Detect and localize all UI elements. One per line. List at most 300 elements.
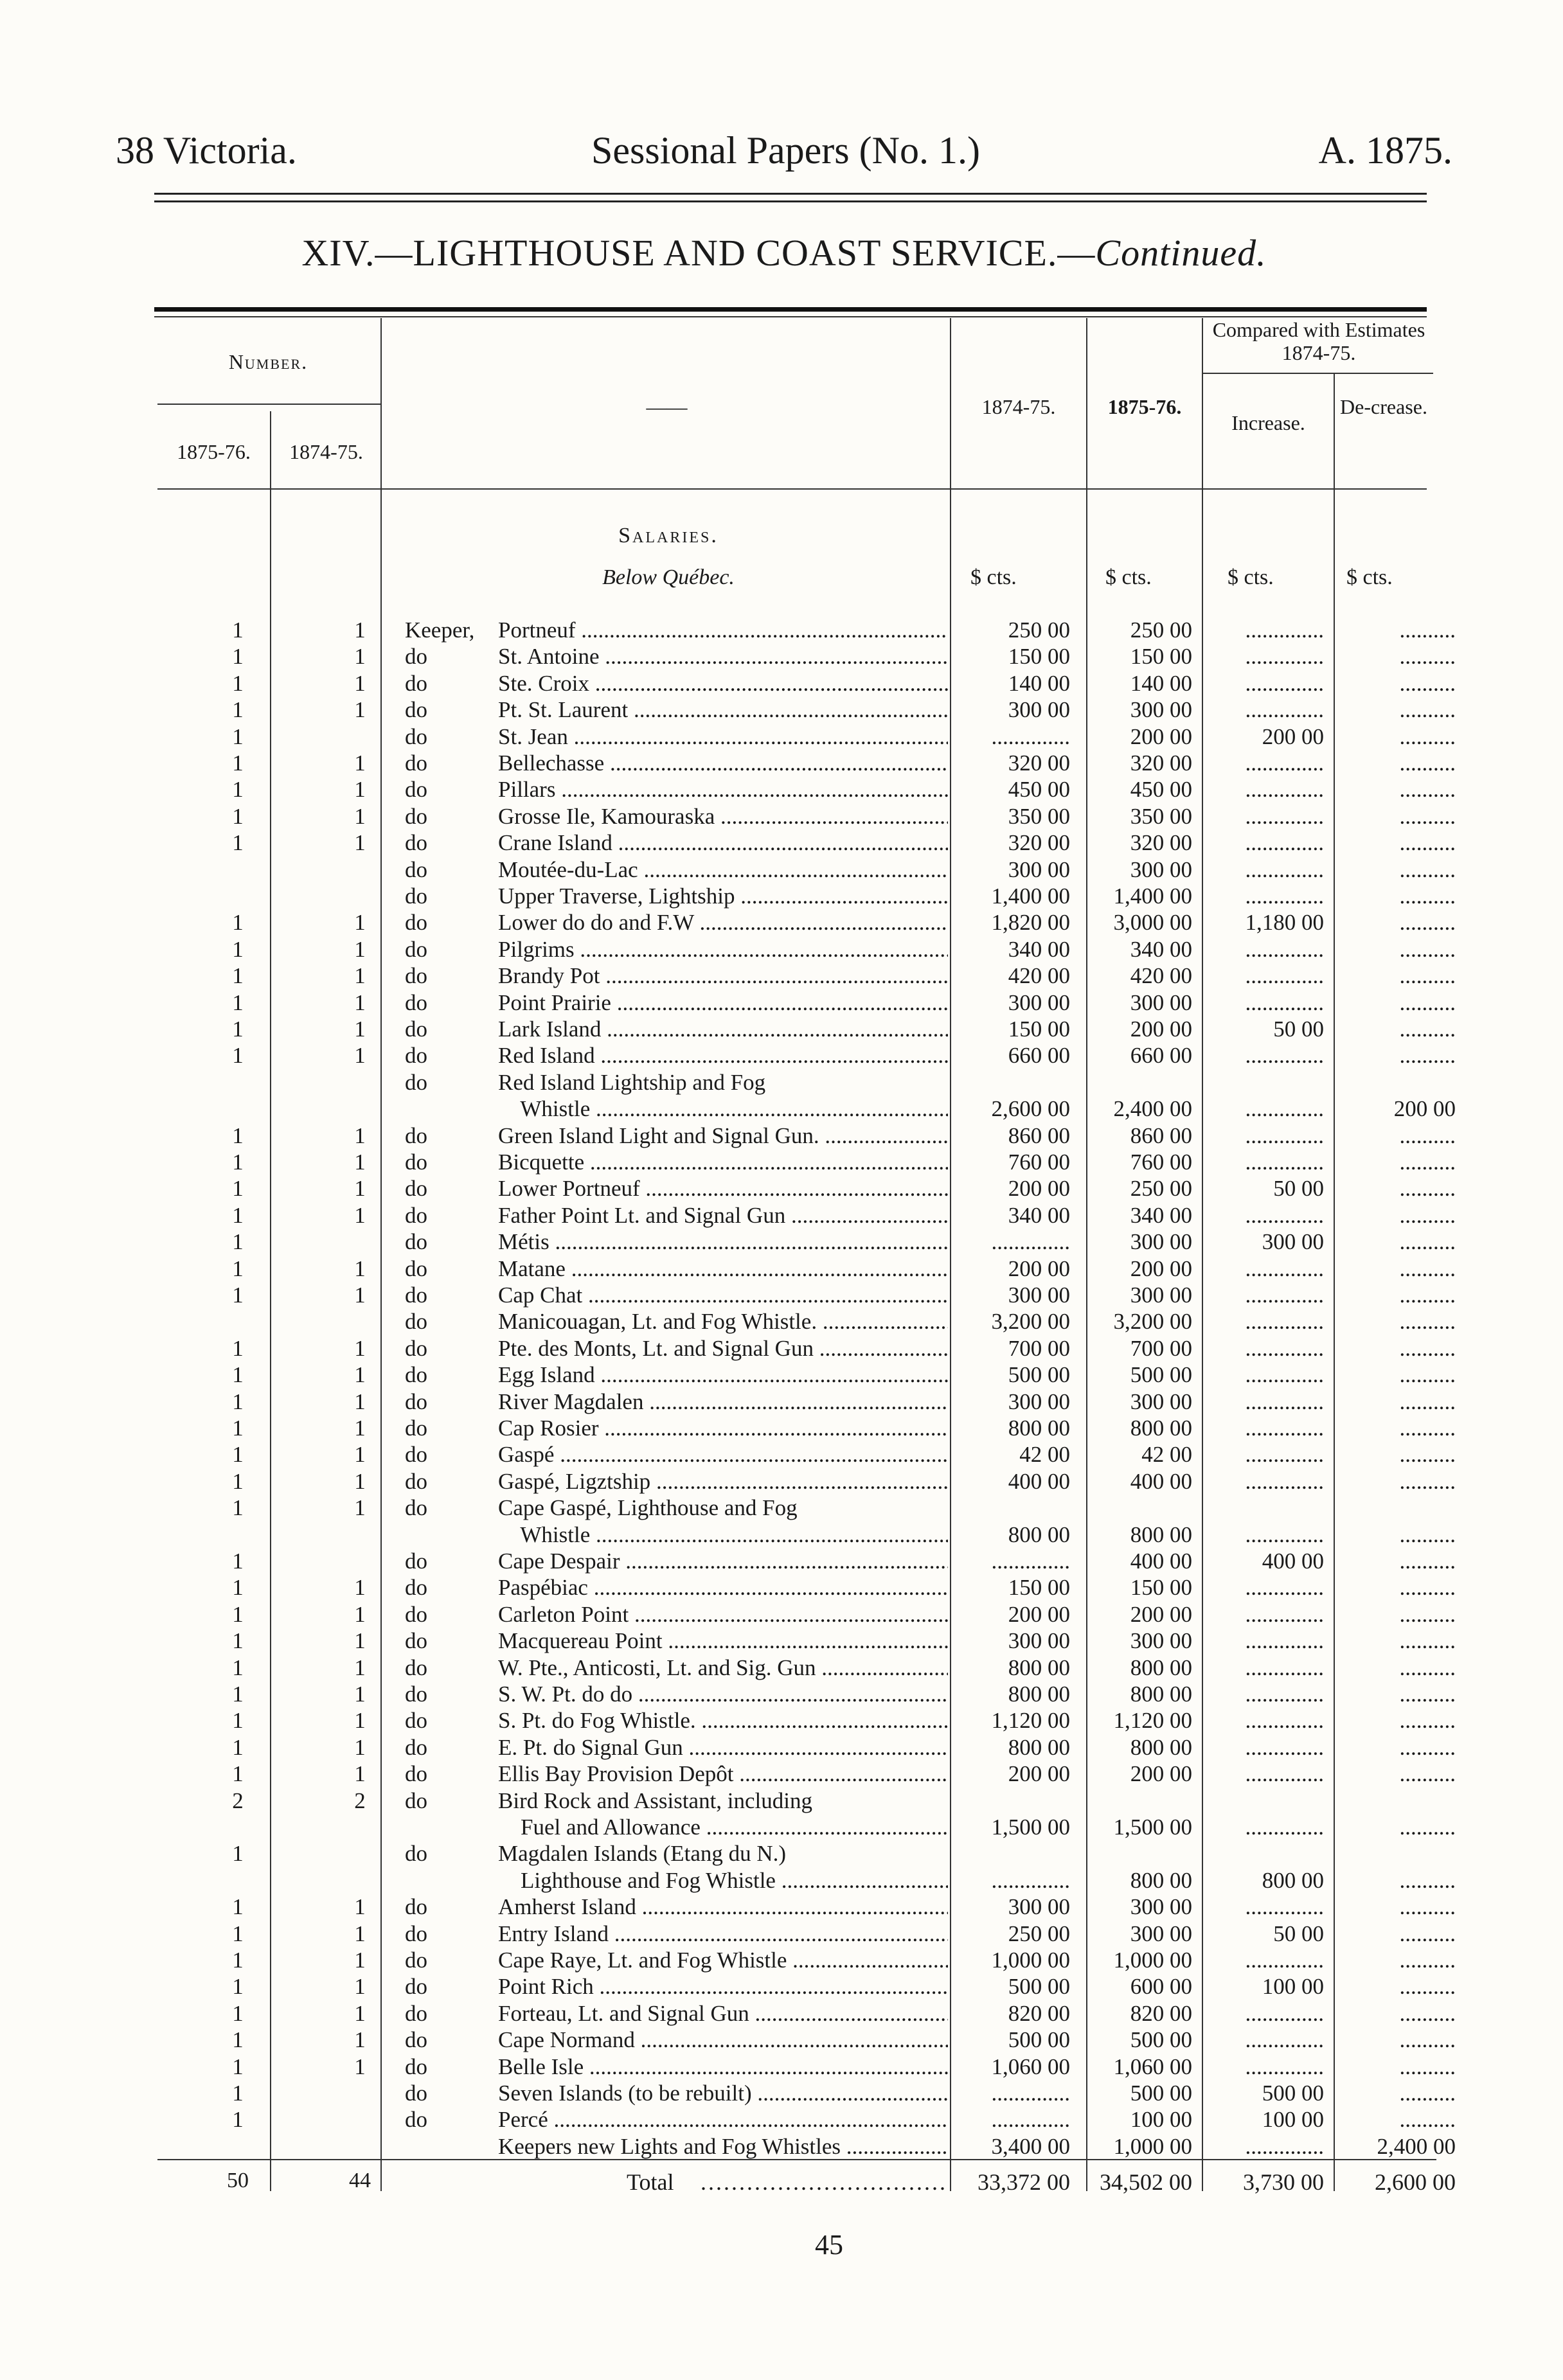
table-row [0,1495,1563,1522]
row-description: Forteau, Lt. and Signal Gun ..... [498,2000,948,2027]
row-est-1875-76: 800 00 [1130,1522,1192,1547]
row-description: Fuel and Allowance ..... [498,1814,948,1841]
row-number-1874-75: 1 [354,1283,366,1308]
table-row [0,909,1563,936]
table-row [0,697,1563,724]
row-number-1875-76: 1 [232,1921,244,1946]
hdr-desc: —— [646,395,688,418]
row-number-1875-76: 1 [232,697,244,723]
row-prefix: do [405,670,427,696]
row-number-1875-76: 1 [232,617,244,643]
row-decrease: .......... [1399,990,1456,1015]
row-number-1875-76: 1 [232,670,244,696]
row-number-1874-75: 1 [354,670,366,696]
row-number-1874-75: 1 [354,936,366,962]
table-row [0,857,1563,884]
table-row [0,2106,1563,2133]
row-est-1875-76: 500 00 [1130,1362,1192,1388]
hdr-est-75: 1874-75. [981,395,1056,418]
row-description: Pillars ..... [498,776,948,803]
row-description: St. Jean ..... [498,724,948,750]
row-est-1875-76: 600 00 [1130,1974,1192,2000]
row-decrease: .......... [1399,1229,1456,1255]
row-increase: .............. [1245,2133,1324,2159]
row-prefix: do [405,1734,427,1760]
table-row [0,1548,1563,1575]
hdr-col-76: 1875-76. [177,440,251,463]
table-row [0,1894,1563,1921]
row-est-1874-75: 400 00 [1008,1468,1070,1494]
row-est-1875-76: 300 00 [1130,697,1192,723]
row-est-1874-75: 660 00 [1008,1043,1070,1069]
row-increase: .............. [1245,1335,1324,1361]
row-decrease: .......... [1399,857,1456,882]
row-description: Cape Raye, Lt. and Fog Whistle ..... [498,1947,948,1974]
row-est-1874-75: 1,120 00 [991,1708,1070,1734]
row-description: Magdalen Islands (Etang du N.) [498,1841,787,1867]
row-decrease: .......... [1399,963,1456,989]
double-rule-bottom [154,200,1427,202]
row-number-1875-76: 1 [232,963,244,989]
table-row [0,1522,1563,1549]
table-row [0,1229,1563,1256]
table-row [0,1681,1563,1708]
row-description: Cape Despair ..... [498,1548,948,1575]
total-label: Total [627,2169,674,2195]
row-increase: .............. [1245,1123,1324,1148]
row-number-1874-75: 1 [354,1017,366,1042]
row-description: Ellis Bay Provision Depôt ..... [498,1761,948,1788]
row-est-1875-76: 250 00 [1130,617,1192,643]
row-est-1875-76: 150 00 [1130,644,1192,670]
row-description: Red Island Lightship and Fog [498,1069,766,1095]
row-est-1875-76: 300 00 [1130,990,1192,1015]
row-description: Green Island Light and Signal Gun. ..... [498,1123,948,1150]
row-est-1874-75: 3,200 00 [991,1309,1070,1335]
row-prefix: do [405,910,427,936]
row-decrease: .......... [1399,1601,1456,1627]
row-number-1874-75: 1 [354,1575,366,1601]
row-est-1874-75: 140 00 [1008,670,1070,696]
row-decrease: .......... [1399,2081,1456,2106]
row-description: Point Prairie ..... [498,990,948,1017]
row-est-1874-75: .............. [991,2081,1070,2106]
table-row [0,1574,1563,1601]
row-number-1875-76: 1 [232,1894,244,1920]
row-number-1875-76: 1 [232,1283,244,1308]
table-row [0,1628,1563,1655]
row-description: Red Island ..... [498,1042,948,1069]
row-prefix: do [405,2054,427,2079]
row-increase: 100 00 [1262,1974,1324,2000]
row-prefix: do [405,2107,427,2133]
row-est-1874-75: 800 00 [1008,1734,1070,1760]
row-decrease: .......... [1399,910,1456,936]
row-decrease: .......... [1399,1894,1456,1920]
row-description: Pte. des Monts, Lt. and Signal Gun ..... [498,1335,948,1362]
row-est-1874-75: .............. [991,1867,1070,1893]
row-number-1875-76: 1 [232,1176,244,1202]
row-increase: .............. [1245,884,1324,909]
row-increase: .............. [1245,750,1324,776]
row-increase: 800 00 [1262,1867,1324,1893]
row-description: Point Rich ..... [498,1973,948,2000]
row-description: Cape Normand ..... [498,2027,948,2054]
row-increase: 300 00 [1262,1229,1324,1255]
row-est-1875-76: 800 00 [1130,1734,1192,1760]
row-description: Belle Isle ..... [498,2054,948,2081]
row-number-1874-75: 1 [354,1043,366,1069]
row-increase: .............. [1245,1309,1324,1335]
row-increase: .............. [1245,1362,1324,1388]
row-est-1874-75: 800 00 [1008,1655,1070,1680]
row-est-1874-75: 300 00 [1008,857,1070,882]
row-prefix: do [405,1256,427,1281]
row-prefix: do [405,936,427,962]
row-description: W. Pte., Anticosti, Lt. and Sig. Gun ..... [498,1655,948,1682]
row-est-1875-76: 300 00 [1130,1921,1192,1946]
row-number-1874-75: 1 [354,2000,366,2026]
table-row [0,1761,1563,1788]
row-increase: .............. [1245,830,1324,856]
row-description: Cape Gaspé, Lighthouse and Fog [498,1495,798,1521]
row-number-1874-75: 1 [354,803,366,829]
row-number-1874-75: 1 [354,1628,366,1654]
table-row [0,1335,1563,1362]
row-decrease: .......... [1399,1362,1456,1388]
row-description: Crane Island ..... [498,830,948,857]
row-number-1875-76: 1 [232,2000,244,2026]
row-description: Lower do do and F.W ..... [498,909,948,936]
row-est-1875-76: 42 00 [1141,1442,1192,1468]
section-title: Salaries. [618,524,719,547]
row-number-1874-75: 1 [354,1335,366,1361]
row-increase: .............. [1245,936,1324,962]
row-number-1875-76: 1 [232,1708,244,1734]
table-row [0,1947,1563,1974]
row-number-1875-76: 1 [232,724,244,749]
row-number-1875-76: 1 [232,1416,244,1441]
title-rule-thick [154,307,1427,312]
row-est-1874-75: 1,400 00 [991,884,1070,909]
row-prefix: do [405,1921,427,1946]
row-decrease: .......... [1399,1682,1456,1707]
row-est-1874-75: 340 00 [1008,936,1070,962]
row-est-1875-76: 1,060 00 [1113,2054,1192,2079]
row-decrease: .......... [1399,1974,1456,2000]
row-number-1875-76: 1 [232,1841,244,1867]
row-number-1874-75: 1 [354,1734,366,1760]
row-number-1874-75: 1 [354,1708,366,1734]
table-row [0,830,1563,857]
table-row [0,1069,1563,1096]
row-est-1875-76: 760 00 [1130,1150,1192,1175]
row-est-1874-75: 1,820 00 [991,910,1070,936]
row-description: Grosse Ile, Kamouraska ..... [498,803,948,830]
total-increase: 3,730 00 [1243,2169,1324,2195]
table-row [0,1973,1563,2000]
row-increase: .............. [1245,803,1324,829]
row-est-1875-76: 300 00 [1130,1283,1192,1308]
row-prefix: do [405,1283,427,1308]
row-prefix: do [405,1495,427,1521]
row-increase: .............. [1245,990,1324,1015]
row-number-1875-76: 1 [232,1655,244,1680]
row-number-1875-76: 1 [232,1495,244,1521]
row-prefix: do [405,697,427,723]
row-est-1874-75: 450 00 [1008,777,1070,803]
row-prefix: do [405,724,427,749]
row-est-1875-76: 700 00 [1130,1335,1192,1361]
row-number-1874-75: 1 [354,2027,366,2053]
row-description: Matane ..... [498,1256,948,1283]
row-est-1874-75: 350 00 [1008,803,1070,829]
row-increase: .............. [1245,2000,1324,2026]
row-increase: .............. [1245,1655,1324,1680]
row-decrease: .......... [1399,884,1456,909]
row-prefix: do [405,1229,427,1255]
row-number-1874-75: 1 [354,1682,366,1707]
row-increase: .............. [1245,1761,1324,1787]
row-est-1875-76: 860 00 [1130,1123,1192,1148]
row-number-1875-76: 1 [232,1974,244,2000]
row-est-1875-76: 1,000 00 [1113,1948,1192,1973]
row-number-1874-75: 1 [354,1389,366,1414]
table-row [0,1814,1563,1841]
hdr-rule-number [157,404,381,405]
row-decrease: .......... [1399,1176,1456,1202]
row-description: Cap Rosier ..... [498,1415,948,1442]
row-prefix: do [405,1575,427,1601]
row-prefix: do [405,1549,427,1574]
row-description: Percé ..... [498,2106,948,2133]
row-est-1874-75: 500 00 [1008,1362,1070,1388]
row-est-1874-75: 860 00 [1008,1123,1070,1148]
row-increase: 400 00 [1262,1549,1324,1574]
table-row [0,1149,1563,1176]
running-head [116,129,1452,173]
row-number-1875-76: 1 [232,1335,244,1361]
row-increase: .............. [1245,1815,1324,1840]
row-prefix: do [405,1442,427,1468]
row-prefix: do [405,1335,427,1361]
row-description: Gaspé, Ligztship ..... [498,1468,948,1495]
row-number-1874-75: 1 [354,1894,366,1920]
table-row [0,750,1563,777]
row-increase: .............. [1245,1468,1324,1494]
row-est-1874-75: 300 00 [1008,1389,1070,1414]
row-increase: .............. [1245,670,1324,696]
row-number-1875-76: 1 [232,1229,244,1255]
row-prefix: do [405,1894,427,1920]
row-prefix: do [405,1202,427,1228]
row-increase: 50 00 [1273,1921,1324,1946]
row-number-1874-75: 1 [354,1256,366,1281]
table-row [0,1123,1563,1150]
hdr-compared: Compared with Estimates 1874-75. [1212,318,1425,364]
row-prefix: do [405,1788,427,1813]
row-description: S. Pt. do Fog Whistle. ..... [498,1707,948,1734]
row-prefix: do [405,1123,427,1148]
row-number-1875-76: 1 [232,2027,244,2053]
row-decrease: .......... [1399,830,1456,856]
row-increase: .............. [1245,1708,1324,1734]
row-description: S. W. Pt. do do ..... [498,1681,948,1708]
hdr-rule-compared [1202,373,1433,374]
row-prefix: do [405,857,427,882]
title-rule-thin [154,316,1427,317]
row-est-1875-76: 500 00 [1130,2027,1192,2053]
row-increase: .............. [1245,2054,1324,2079]
row-number-1875-76: 1 [232,1575,244,1601]
total-est76: 34,502 00 [1100,2169,1192,2195]
row-increase: .............. [1245,1442,1324,1468]
row-number-1875-76: 1 [232,1682,244,1707]
row-number-1875-76: 1 [232,803,244,829]
row-decrease: .......... [1399,644,1456,670]
row-description: Portneuf ..... [498,617,948,644]
table-row [0,724,1563,750]
row-est-1875-76: 300 00 [1130,1894,1192,1920]
row-description: Paspébiac ..... [498,1574,948,1601]
row-decrease: .......... [1399,1815,1456,1840]
row-prefix: do [405,1389,427,1414]
hdr-decrease: De-crease. [1340,395,1427,418]
row-number-1874-75: 1 [354,963,366,989]
row-est-1875-76: 800 00 [1130,1416,1192,1441]
table-row [0,1734,1563,1761]
row-prefix: do [405,1017,427,1042]
row-decrease: .......... [1399,1202,1456,1228]
row-decrease: .......... [1399,1017,1456,1042]
row-decrease: .......... [1399,1468,1456,1494]
row-decrease: .......... [1399,1708,1456,1734]
row-decrease: .......... [1399,1628,1456,1654]
page-title [116,231,1452,274]
row-number-1875-76: 1 [232,1628,244,1654]
row-description: Ste. Croix ..... [498,670,948,697]
row-decrease: .......... [1399,1867,1456,1893]
row-increase: .............. [1245,644,1324,670]
row-decrease: .......... [1399,1948,1456,1973]
row-number-1875-76: 1 [232,2107,244,2133]
row-est-1874-75: 820 00 [1008,2000,1070,2026]
row-increase: .............. [1245,1043,1324,1069]
row-decrease: .......... [1399,1043,1456,1069]
table-row [0,776,1563,803]
row-est-1875-76: 3,200 00 [1113,1309,1192,1335]
row-number-1875-76: 1 [232,830,244,856]
row-increase: .............. [1245,1150,1324,1175]
row-prefix: do [405,1841,427,1867]
row-description: St. Antoine ..... [498,643,948,670]
row-prefix: do [405,1682,427,1707]
row-increase: 200 00 [1262,724,1324,749]
row-est-1875-76: 350 00 [1130,803,1192,829]
row-number-1874-75: 1 [354,1655,366,1680]
row-prefix: do [405,777,427,803]
row-prefix: do [405,963,427,989]
row-est-1874-75: 42 00 [1019,1442,1070,1468]
table-row [0,2080,1563,2107]
row-increase: 1,180 00 [1245,910,1324,936]
row-est-1875-76: 300 00 [1130,857,1192,882]
row-number-1874-75: 1 [354,990,366,1015]
row-increase: .............. [1245,1628,1324,1654]
row-number-1875-76: 1 [232,1734,244,1760]
row-number-1875-76: 1 [232,1468,244,1494]
row-prefix: do [405,1761,427,1787]
running-head-right: A. 1875. [1318,129,1452,172]
table-row [0,617,1563,644]
row-prefix: do [405,644,427,670]
row-description: Brandy Pot ..... [498,963,948,990]
row-est-1875-76: 200 00 [1130,1761,1192,1787]
row-decrease: .......... [1399,1309,1456,1335]
row-est-1875-76: 200 00 [1130,1601,1192,1627]
row-increase: .............. [1245,777,1324,803]
row-est-1875-76: 800 00 [1130,1655,1192,1680]
row-number-1874-75: 1 [354,1921,366,1946]
row-prefix: do [405,2000,427,2026]
row-prefix: do [405,2027,427,2053]
row-number-1875-76: 1 [232,1601,244,1627]
row-number-1875-76: 1 [232,1442,244,1468]
row-decrease: .......... [1399,1283,1456,1308]
table-row [0,936,1563,963]
page-number: 45 [815,2229,843,2260]
table-row [0,883,1563,910]
row-description: Entry Island ..... [498,1921,948,1948]
row-description: Whistle ..... [498,1096,948,1123]
table-row [0,1096,1563,1123]
row-est-1875-76: 250 00 [1130,1176,1192,1202]
row-est-1874-75: 760 00 [1008,1150,1070,1175]
hdr-est-76: 1875-76. [1107,395,1182,418]
table-row [0,990,1563,1017]
row-decrease: .......... [1399,1256,1456,1281]
row-est-1874-75: 420 00 [1008,963,1070,989]
row-increase: .............. [1245,963,1324,989]
row-prefix: do [405,1708,427,1734]
row-est-1874-75: 340 00 [1008,1202,1070,1228]
row-est-1875-76: 1,120 00 [1113,1708,1192,1734]
row-est-1874-75: 250 00 [1008,617,1070,643]
row-increase: .............. [1245,1416,1324,1441]
row-number-1874-75: 1 [354,1761,366,1787]
row-description: Pt. St. Laurent ..... [498,697,948,724]
row-est-1875-76: 2,400 00 [1113,1096,1192,1122]
row-est-1875-76: 660 00 [1130,1043,1192,1069]
row-number-1874-75: 1 [354,1416,366,1441]
table-row [0,963,1563,990]
row-increase: .............. [1245,617,1324,643]
row-prefix: do [405,1150,427,1175]
row-decrease: .......... [1399,1734,1456,1760]
row-number-1874-75: 1 [354,1601,366,1627]
row-est-1874-75: 200 00 [1008,1761,1070,1787]
table-row [0,2054,1563,2081]
row-decrease: .......... [1399,2027,1456,2053]
row-number-1875-76: 1 [232,1549,244,1574]
row-description: Gaspé ..... [498,1441,948,1468]
row-decrease: 2,400 00 [1377,2133,1456,2159]
row-est-1874-75: 1,060 00 [991,2054,1070,2079]
row-description: Carleton Point ..... [498,1601,948,1628]
total-rule [157,2159,1436,2160]
table-row [0,1840,1563,1867]
row-description: Cap Chat ..... [498,1282,948,1309]
